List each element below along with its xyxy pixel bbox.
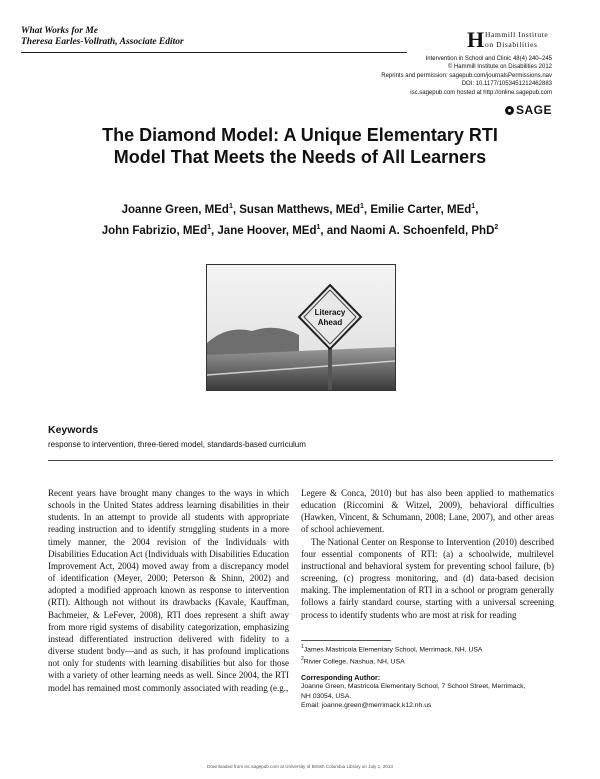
body-column-right [301, 487, 554, 621]
author-name: Naomi A. Schoenfeld, PhD [350, 224, 495, 237]
hammill-institute-logo [467, 29, 552, 51]
keywords-heading: Keywords [48, 424, 99, 436]
affiliation-1: $^1$James Mastricola Elementary School, Merrimack, NH, USA [301, 644, 483, 654]
author-separator: , [475, 203, 479, 216]
corresponding-email[interactable]: Email: joanne.green@merrimack.k12.nh.us [301, 702, 432, 710]
body-paragraph: The National Center on Response to Intervention (2010) described four essential components of RTI: (a) a schoolwide, multilevel instructional and behavioral system for preventing school failure, (b) screening, (c) progress monitoring, and (d) data-based decision making. The implementation of RTI in a school or program generally follows a fairly standard course, starting with a universal screening process to identify students who are most at risk for reading [301, 536, 554, 620]
authors-line-2 [60, 219, 540, 240]
sign-text-line2: Ahead [317, 318, 343, 327]
pubinfo-permissions: Reprints and permission: sagepub.com/journalsPermissions.nav [381, 72, 552, 79]
author-list [60, 198, 540, 240]
pubinfo-doi: DOI: 10.1177/1053451212462883 [461, 81, 552, 88]
author-name: Joanne Green, MEd [121, 203, 229, 216]
title-line-2: Model That Meets the Needs of All Learners [113, 147, 487, 167]
article-title [60, 124, 540, 168]
series-name: What Works for Me [21, 26, 98, 36]
author-separator: , [211, 224, 218, 237]
sage-logo [505, 103, 552, 117]
affiliation-2-text: Rivier College, Nashua, NH, USA [303, 658, 405, 666]
author-separator: , [363, 203, 371, 216]
body-paragraph: Recent years have brought many changes to the ways in which schools in the United States address learning disabilities in their students. In an attempt to provide all students with appropriate reading instruction and to identify struggling students in a more timely manner, the 2004 revision of the Individuals with Disabilities Education Act (Individuals with Disabilities Education Improvement Act, 2004) moved away from a discrepancy model of identification (Meyer, 2000; Peterson & Shinn, 2002) and adopted a modified approach known as response to intervention (RTI). Although not without its drawbacks (Kavale, Kauffman, Bachmeier, & LeFever, 2008), RTI does represent a shift away from more rigid systems of disability categorization, emphasizing instead differentiated instruction delivered with fidelity to a diverse student body—and as such, it has profound implications not only for students with learning disabilities but also for those with a variety of other learning needs as well. Since 2004, the RTI model has remained most commonly associated with reading (e.g., [48, 488, 289, 693]
footnotes [301, 643, 554, 711]
sage-logo-text: SAGE [515, 103, 552, 117]
body-paragraph: Legere & Conca, 2010) but has also been applied to mathematics education (Riccomini & Witzel, 2009), behavioral difficulties (Hawken, Vincent, & Schumann, 2008; Lane, 2007), and other areas of school achievement. [301, 488, 554, 535]
publication-info [381, 55, 552, 97]
authors-line-1 [60, 198, 540, 219]
affiliation-1-text: James Mastricola Elementary School, Merrimack, NH, USA [303, 646, 483, 654]
author-separator: , and [320, 224, 351, 237]
hi-logo-line2: on Disabilities [485, 40, 538, 49]
title-line-1: The Diamond Model: A Unique Elementary RTI [102, 125, 498, 145]
author-separator: , [232, 203, 240, 216]
author-name: Susan Matthews, MEd [239, 203, 361, 216]
author-affiliation-marker: 1 [207, 223, 212, 231]
hi-logo-mark: H [467, 27, 484, 52]
keywords-rule [48, 460, 553, 461]
keywords-list: response to intervention, three-tiered model, standards-based curriculum [48, 440, 306, 449]
pubinfo-hosted: isc.sagepub.com hosted at http://online.sagepub.com [410, 89, 552, 96]
author-name: Emilie Carter, MEd [370, 203, 472, 216]
footnote-rule [301, 640, 391, 641]
author-affiliation-marker: 1 [471, 203, 476, 210]
corresponding-address-1: Joanne Green, Mastricola Elementary School, 7 School Street, Merrimack, [301, 683, 526, 691]
body-column-left [48, 487, 289, 694]
author-name: Jane Hoover, MEd [217, 224, 317, 237]
header-rule [21, 52, 407, 53]
literacy-ahead-photo [206, 264, 396, 391]
pubinfo-copyright: © Hammill Institute on Disabilities 2012 [447, 64, 552, 71]
road-sign-illustration [207, 265, 395, 390]
author-name: John Fabrizio, MEd [101, 224, 208, 237]
pubinfo-journal: Intervention in School and Clinic 48(4) 240–245 [425, 56, 552, 62]
series-header [21, 26, 184, 48]
author-affiliation-marker: 2 [494, 223, 499, 231]
hi-logo-line1: Hammill Institute [485, 30, 549, 39]
author-affiliation-marker: 1 [360, 203, 364, 210]
affiliation-2: $^2$Rivier College, Nashua, NH, USA [301, 655, 405, 666]
corresponding-author-heading: Corresponding Author: [301, 672, 381, 682]
author-affiliation-marker: 1 [228, 203, 233, 210]
series-editor: Theresa Earles-Vollrath, Associate Editor [21, 37, 184, 47]
corresponding-address-2: NH 03054, USA. [301, 692, 352, 700]
sign-text-line1: Literacy [314, 308, 346, 317]
sage-dot-icon [505, 106, 514, 115]
author-affiliation-marker: 1 [316, 223, 321, 231]
download-footer: Downloaded from isc.sagepub.com at University of British Columbia Library on July 1, 2013 [207, 764, 393, 769]
